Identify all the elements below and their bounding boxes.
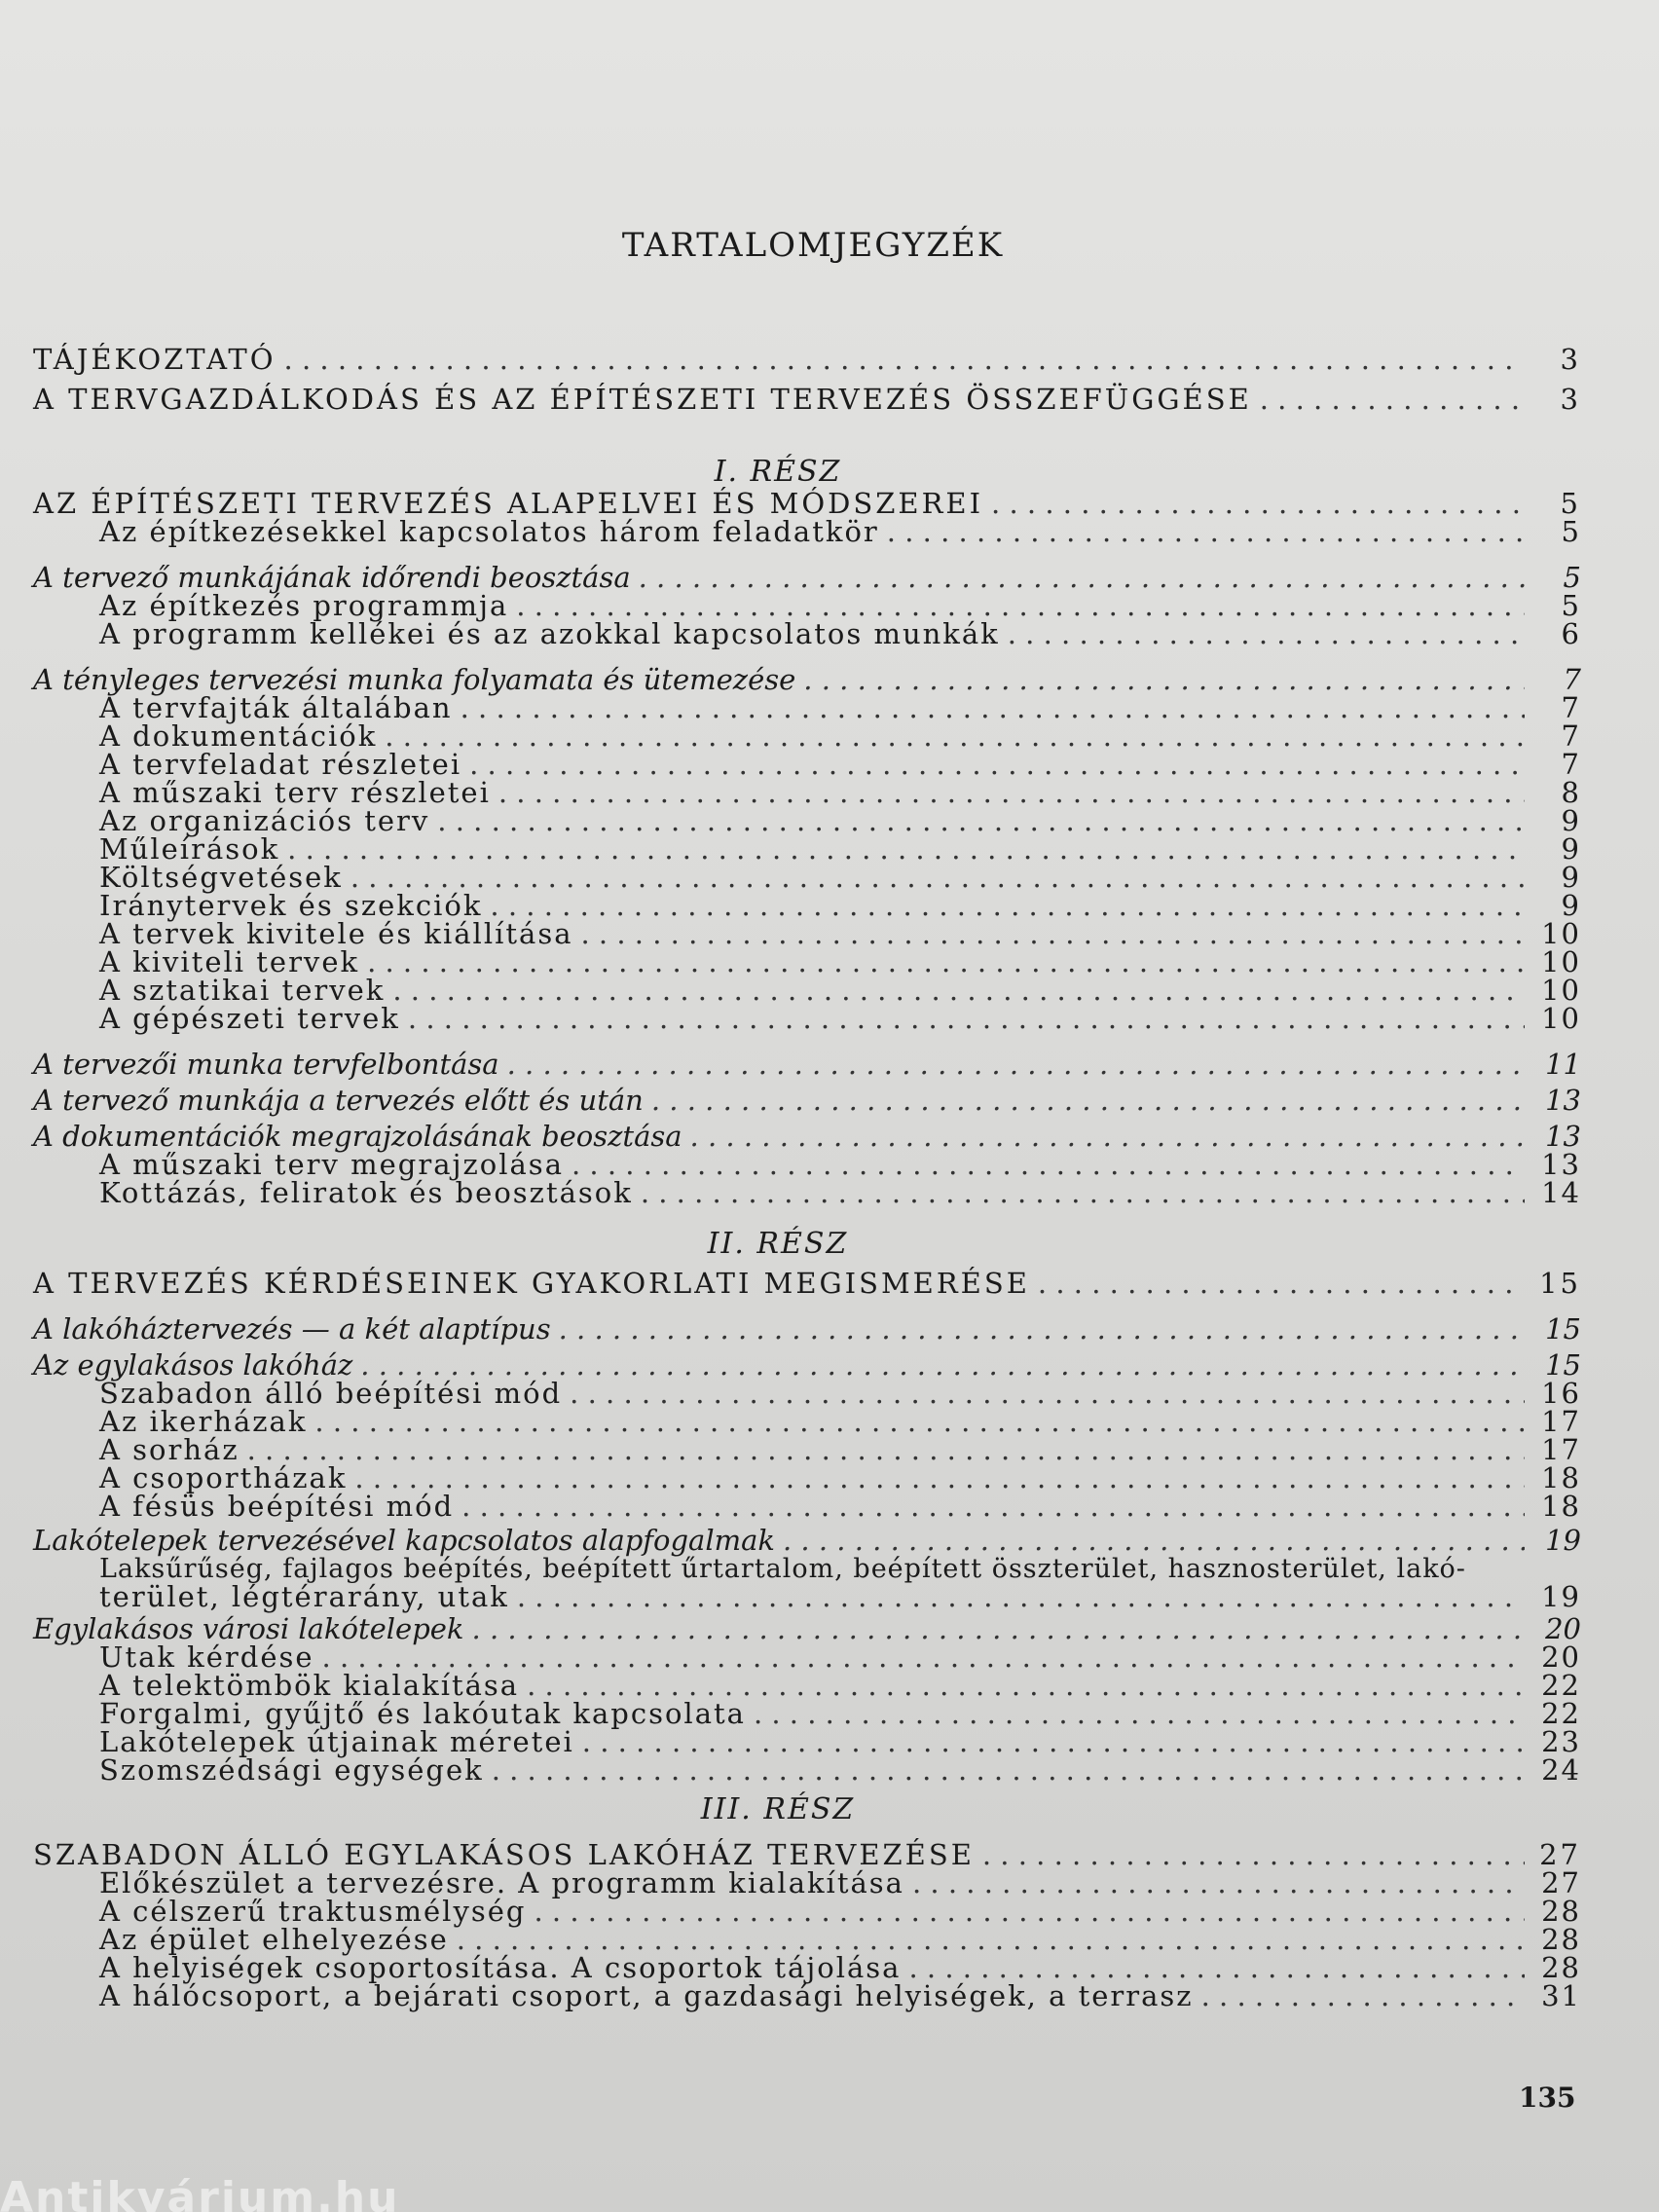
toc-label: Lakótelepek tervezésével kapcsolatos alapfogalmak xyxy=(33,1524,775,1557)
leader-dots xyxy=(287,835,1525,864)
toc-label: Az épület elhelyezése xyxy=(99,1923,449,1956)
toc-entry xyxy=(33,832,1581,866)
toc-page: 17 xyxy=(1541,1405,1581,1438)
leader-dots xyxy=(360,1351,1525,1380)
toc-page: 7 xyxy=(1563,663,1581,696)
leader-dots xyxy=(1260,386,1525,414)
toc-page: 27 xyxy=(1541,1866,1581,1899)
toc-entry xyxy=(33,343,1581,376)
toc-label: A célszerű traktusmélység xyxy=(99,1895,527,1928)
toc-label: A műszaki terv megrajzolása xyxy=(99,1148,564,1181)
toc-page: 20 xyxy=(1541,1641,1581,1674)
leader-dots xyxy=(1008,620,1525,648)
toc-page: 10 xyxy=(1541,945,1581,978)
watermark-logo: Antikvárium.hu xyxy=(0,2173,400,2212)
toc-page: 11 xyxy=(1545,1048,1581,1081)
toc-entry xyxy=(33,1433,1581,1466)
toc-label: Kottázás, feliratok és beosztások xyxy=(99,1176,633,1209)
toc-label: A tervfajták általában xyxy=(99,691,453,724)
toc-label: A tervfeladat részletei xyxy=(99,748,462,781)
toc-entry xyxy=(33,1048,1581,1081)
toc-label: A csoportházak xyxy=(99,1461,348,1494)
leader-dots xyxy=(527,1672,1525,1700)
table-of-contents xyxy=(33,343,1581,2012)
part-heading: I. RÉSZ xyxy=(714,455,842,489)
toc-page: 9 xyxy=(1561,889,1581,922)
toc-label: A TERVEZÉS KÉRDÉSEINEK GYAKORLATI MEGISMERÉSE xyxy=(33,1267,1030,1300)
leader-dots xyxy=(367,948,1525,977)
toc-label: A kiviteli tervek xyxy=(99,945,360,978)
toc-entry xyxy=(33,1176,1581,1209)
toc-page: 7 xyxy=(1561,719,1581,753)
toc-label: A tervező munkája a tervezés előtt és után xyxy=(33,1084,644,1117)
toc-page: 20 xyxy=(1545,1612,1581,1645)
toc-entry xyxy=(33,589,1581,622)
leader-dots xyxy=(982,1841,1525,1869)
toc-entry xyxy=(33,1348,1581,1382)
toc-label: A programm kellékei és az azokkal kapcsolatos munkák xyxy=(99,617,1000,650)
toc-label: Utak kérdése xyxy=(99,1641,314,1674)
leader-dots xyxy=(581,920,1526,948)
leader-dots xyxy=(392,977,1525,1005)
toc-entry xyxy=(33,1148,1581,1181)
leader-dots xyxy=(651,1087,1525,1115)
toc-entry xyxy=(33,1895,1581,1928)
page-title: TARTALOMJEGYZÉK xyxy=(621,226,1005,265)
toc-label: A műszaki terv részletei xyxy=(99,776,491,809)
leader-dots xyxy=(354,1464,1525,1493)
toc-label: Az építkezés programmja xyxy=(99,589,509,622)
toc-page: 22 xyxy=(1541,1697,1581,1730)
leader-dots xyxy=(385,722,1525,751)
toc-entry xyxy=(33,1312,1581,1346)
toc-label: A sztatikai tervek xyxy=(99,974,386,1007)
toc-entry xyxy=(33,1643,1581,1672)
page-number: 135 xyxy=(1519,2082,1576,2114)
leader-dots xyxy=(912,1869,1525,1898)
toc-entry xyxy=(33,663,1581,696)
leader-dots xyxy=(641,1179,1525,1207)
leader-dots xyxy=(690,1123,1525,1151)
leader-dots xyxy=(461,694,1525,722)
toc-label: Műleírások xyxy=(99,832,280,866)
toc-label: Az építkezésekkel kapcsolatos három feladatkör xyxy=(99,515,879,548)
toc-main-entry xyxy=(33,1838,1581,1871)
toc-label: A tervezői munka tervfelbontása xyxy=(33,1048,499,1081)
toc-label: A lakóháztervezés — a két alaptípus xyxy=(33,1312,551,1346)
leader-dots xyxy=(469,751,1525,779)
leader-dots xyxy=(350,864,1525,892)
toc-page: 7 xyxy=(1561,691,1581,724)
toc-entry xyxy=(33,1725,1581,1758)
leader-dots xyxy=(803,666,1525,694)
toc-page: 13 xyxy=(1545,1084,1581,1117)
toc-entry xyxy=(33,1612,1581,1645)
toc-entry xyxy=(33,1490,1581,1523)
toc-page: 27 xyxy=(1539,1838,1581,1871)
toc-label: terület, légtérarány, utak xyxy=(99,1580,509,1613)
toc-entry xyxy=(33,1951,1581,1984)
toc-page: 23 xyxy=(1541,1725,1581,1758)
leader-dots xyxy=(534,1898,1525,1926)
toc-entry xyxy=(33,1580,1581,1613)
leader-dots xyxy=(1038,1270,1525,1298)
leader-dots xyxy=(408,1005,1525,1033)
toc-label: A TERVGAZDÁLKODÁS ÉS AZ ÉPÍTÉSZETI TERVEZÉS ÖSSZEFÜGGÉSE xyxy=(33,383,1252,416)
leader-dots xyxy=(498,779,1525,807)
toc-entry xyxy=(33,748,1581,781)
toc-page: 24 xyxy=(1541,1753,1581,1787)
toc-entry xyxy=(33,1979,1581,2012)
toc-page: 9 xyxy=(1561,861,1581,894)
toc-entry xyxy=(33,561,1581,594)
toc-page: 22 xyxy=(1541,1669,1581,1702)
leader-dots xyxy=(887,518,1525,546)
leader-dots xyxy=(492,1756,1525,1785)
toc-page: 18 xyxy=(1541,1490,1581,1523)
toc-label: Az organizációs terv xyxy=(99,804,430,837)
toc-label: Lakótelepek útjainak méretei xyxy=(99,1725,574,1758)
leader-dots xyxy=(582,1728,1525,1756)
toc-page: 8 xyxy=(1561,776,1581,809)
toc-entry xyxy=(33,1461,1581,1494)
leader-dots xyxy=(783,1527,1525,1555)
toc-page: 6 xyxy=(1561,617,1581,650)
toc-page: 13 xyxy=(1545,1120,1581,1153)
leader-dots xyxy=(908,1954,1525,1982)
toc-entry xyxy=(33,1555,1581,1583)
toc-page: 28 xyxy=(1541,1895,1581,1928)
toc-entry xyxy=(33,1405,1581,1438)
toc-page: 15 xyxy=(1539,1267,1581,1300)
toc-entry xyxy=(33,917,1581,950)
toc-label: AZ ÉPÍTÉSZETI TERVEZÉS ALAPELVEI ÉS MÓDSZEREI xyxy=(33,487,984,520)
leader-dots xyxy=(507,1051,1525,1079)
part-heading: III. RÉSZ xyxy=(700,1792,856,1826)
leader-dots xyxy=(314,1408,1525,1436)
toc-page: 14 xyxy=(1541,1176,1581,1209)
leader-dots xyxy=(639,564,1525,592)
leader-dots xyxy=(461,1493,1525,1521)
toc-entry xyxy=(33,383,1581,416)
leader-dots xyxy=(754,1700,1525,1728)
toc-entry xyxy=(33,1524,1581,1557)
toc-label: A helyiségek csoportosítása. A csoportok tájolása xyxy=(99,1951,902,1984)
leader-dots xyxy=(457,1926,1525,1954)
toc-entry xyxy=(33,1697,1581,1730)
toc-page: 16 xyxy=(1541,1377,1581,1410)
toc-page: 19 xyxy=(1541,1580,1581,1613)
toc-entry xyxy=(33,1377,1581,1410)
leader-dots xyxy=(490,892,1525,920)
toc-label: Iránytervek és szekciók xyxy=(99,889,483,922)
toc-page: 7 xyxy=(1561,748,1581,781)
toc-page: 3 xyxy=(1560,383,1581,416)
toc-label: Szomszédsági egységek xyxy=(99,1753,484,1787)
toc-entry xyxy=(33,1753,1581,1787)
toc-label: A fésüs beépítési mód xyxy=(99,1490,455,1523)
toc-entry xyxy=(33,945,1581,978)
part-heading: II. RÉSZ xyxy=(707,1227,849,1261)
toc-entry xyxy=(33,719,1581,753)
toc-label: TÁJÉKOZTATÓ xyxy=(33,343,276,376)
toc-label: Forgalmi, gyűjtő és lakóutak kapcsolata xyxy=(99,1697,746,1730)
toc-page: 28 xyxy=(1541,1923,1581,1956)
toc-entry xyxy=(33,515,1581,548)
toc-entry xyxy=(33,861,1581,894)
toc-page: 28 xyxy=(1541,1951,1581,1984)
toc-main-entry xyxy=(33,1267,1581,1300)
toc-entry xyxy=(33,1866,1581,1899)
toc-label: A dokumentációk megrajzolásának beosztása xyxy=(33,1120,682,1153)
toc-entry xyxy=(33,691,1581,724)
leader-dots xyxy=(284,346,1525,374)
leader-dots xyxy=(322,1643,1525,1672)
toc-page: 10 xyxy=(1541,974,1581,1007)
toc-page: 5 xyxy=(1561,589,1581,622)
toc-page: 10 xyxy=(1541,917,1581,950)
leader-dots xyxy=(247,1436,1525,1464)
toc-label: Az ikerházak xyxy=(99,1405,308,1438)
leader-dots xyxy=(516,592,1525,620)
toc-entry xyxy=(33,889,1581,922)
toc-page: 10 xyxy=(1541,1002,1581,1035)
toc-entry xyxy=(33,1923,1581,1956)
toc-label: A tényleges tervezési munka folyamata és ütemezése xyxy=(33,663,796,696)
toc-page: 15 xyxy=(1545,1348,1581,1382)
toc-label: A tervező munkájának időrendi beosztása xyxy=(33,561,631,594)
toc-label: Laksűrűség, fajlagos beépítés, beépített űrtartalom, beépített összterület, hasznosterület, lakó- xyxy=(99,1554,1466,1584)
toc-entry xyxy=(33,617,1581,650)
toc-page: 18 xyxy=(1541,1461,1581,1494)
toc-page: 19 xyxy=(1545,1524,1581,1557)
toc-label: A dokumentációk xyxy=(99,719,378,753)
leader-dots xyxy=(571,1151,1525,1179)
toc-entry xyxy=(33,776,1581,809)
toc-label: A gépészeti tervek xyxy=(99,1002,400,1035)
toc-page: 5 xyxy=(1563,561,1581,594)
leader-dots xyxy=(1201,1982,1525,2010)
toc-page: 13 xyxy=(1541,1148,1581,1181)
toc-page: 3 xyxy=(1560,343,1581,376)
leader-dots xyxy=(559,1315,1525,1344)
toc-label: A sorház xyxy=(99,1433,240,1466)
toc-label: Az egylakásos lakóház xyxy=(33,1348,353,1382)
toc-page: 9 xyxy=(1561,832,1581,866)
toc-label: Egylakásos városi lakótelepek xyxy=(33,1612,464,1645)
toc-label: Költségvetések xyxy=(99,861,343,894)
leader-dots xyxy=(437,807,1525,835)
toc-entry xyxy=(33,1669,1581,1702)
toc-label: SZABADON ÁLLÓ EGYLAKÁSOS LAKÓHÁZ TERVEZÉSE xyxy=(33,1838,975,1871)
toc-label: A hálócsoport, a bejárati csoport, a gazdasági helyiségek, a terrasz xyxy=(99,1979,1194,2012)
leader-dots xyxy=(570,1380,1525,1408)
toc-label: Szabadon álló beépítési mód xyxy=(99,1377,563,1410)
toc-page: 17 xyxy=(1541,1433,1581,1466)
toc-entry xyxy=(33,804,1581,837)
toc-entry xyxy=(33,1002,1581,1035)
toc-entry xyxy=(33,1120,1581,1153)
toc-page: 15 xyxy=(1545,1312,1581,1346)
toc-main-entry xyxy=(33,487,1581,520)
toc-page: 5 xyxy=(1560,487,1581,520)
toc-entry xyxy=(33,1084,1581,1117)
toc-label: A tervek kivitele és kiállítása xyxy=(99,917,573,950)
toc-label: A telektömbök kialakítása xyxy=(99,1669,520,1702)
leader-dots xyxy=(472,1615,1525,1643)
toc-label: Előkészület a tervezésre. A programm kialakítása xyxy=(99,1866,904,1899)
leader-dots xyxy=(517,1583,1525,1611)
leader-dots xyxy=(991,490,1525,518)
toc-entry xyxy=(33,974,1581,1007)
toc-page: 9 xyxy=(1561,804,1581,837)
toc-page: 5 xyxy=(1561,515,1581,548)
toc-page: 31 xyxy=(1541,1979,1581,2012)
